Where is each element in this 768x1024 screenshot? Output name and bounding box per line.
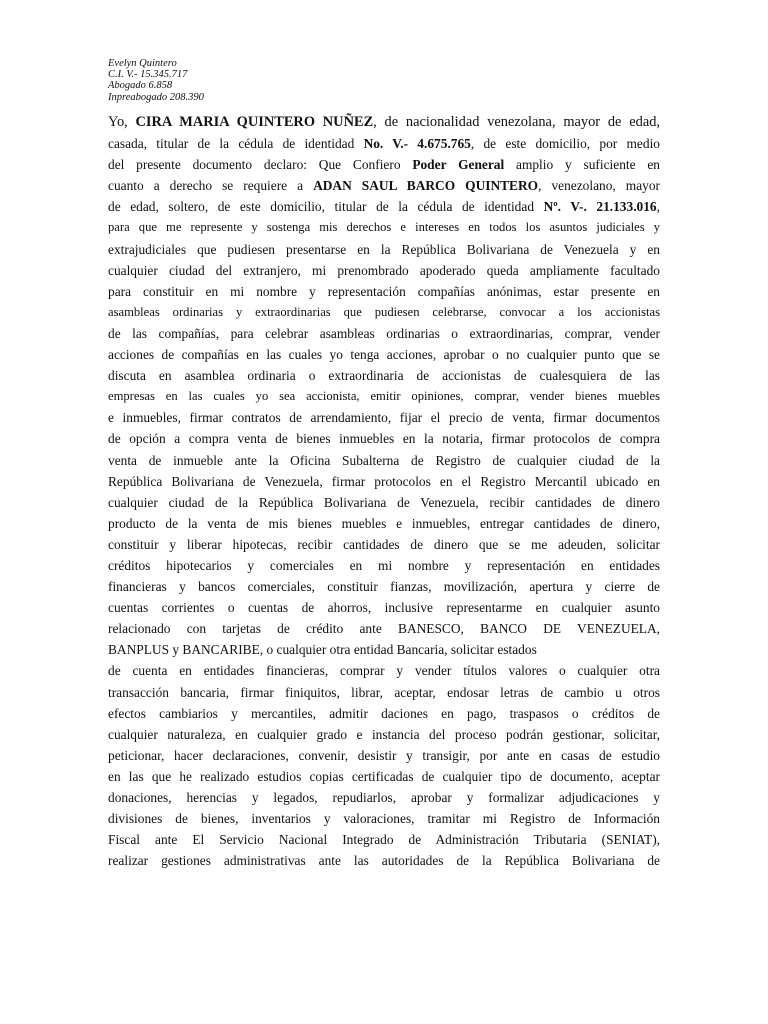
body-line: créditos hipotecarios y comerciales en mi nombre y representación en entidades (108, 557, 660, 573)
body-line: asambleas ordinarias y extraordinarias que pudiesen celebrarse, convocar a los accionistas (108, 304, 660, 319)
attorney-inpreabogado: Inpreabogado 208.390 (108, 91, 204, 103)
body-line: discuta en asamblea ordinaria o extraordinaria de accionistas de cualesquiera de las (108, 368, 660, 384)
body-line: divisiones de bienes, inventarios y valoraciones, tramitar mi Registro de Información (108, 811, 660, 827)
body-line: Yo, CIRA MARIA QUINTERO NUÑEZ, de nacionalidad venezolana, mayor de edad, (108, 114, 660, 130)
attorney-in-fact-name: ADAN SAUL BARCO QUINTERO (313, 178, 539, 194)
grantor-name: CIRA MARIA QUINTERO NUÑEZ (135, 114, 374, 130)
body-line: acciones de compañías en las cuales yo tenga acciones, aprobar o no cualquier punto que se (108, 347, 660, 363)
body-line: cualquier ciudad del extranjero, mi prenombrado apoderado queda ampliamente facultado (108, 262, 660, 278)
body-line: casada, titular de la cédula de identidad No. V.- 4.675.765, de este domicilio, por medio (108, 136, 660, 152)
body-line: para constituir en mi nombre y representación compañías anónimas, estar presente en (108, 283, 660, 299)
body-line: venta de inmueble ante la Oficina Subalterna de Registro de cualquier ciudad de la (108, 452, 660, 468)
body-line: financieras y bancos comerciales, constituir fianzas, movilización, apertura y cierre de (108, 579, 660, 595)
body-line: en las que he realizado estudios copias certificadas de cualquier tipo de documento, aceptar (108, 768, 660, 784)
body-line: cualquier ciudad de la República Bolivariana de Venezuela, recibir cantidades de dinero (108, 494, 660, 510)
body-line: realizar gestiones administrativas ante las autoridades de la República Bolivariana de (108, 853, 660, 869)
body-line: del presente documento declaro: Que Confiero Poder General amplio y suficiente en (108, 157, 660, 173)
body-line: de edad, soltero, de este domicilio, titular de la cédula de identidad Nº. V-. 21.133.016, (108, 199, 660, 215)
body-line: Fiscal ante El Servicio Nacional Integrado de Administración Tributaria (SENIAT), (108, 832, 660, 848)
body-line: cuentas corrientes o cuentas de ahorros, inclusive representarme en cualquier asunto (108, 600, 660, 616)
body-line: transacción bancaria, firmar finiquitos, librar, aceptar, endosar letras de cambio u otros (108, 684, 660, 700)
body-line: de cuenta en entidades financieras, comprar y vender títulos valores o cualquier otra (108, 663, 660, 679)
body-line: República Bolivariana de Venezuela, firmar protocolos en el Registro Mercantil ubicado en (108, 473, 660, 489)
body-line: e inmuebles, firmar contratos de arrendamiento, fijar el precio de venta, firmar documentos (108, 410, 660, 426)
body-line: para que me represente y sostenga mis derechos e intereses en todos los asuntos judiciales y (108, 220, 660, 235)
body-line: relacionado con tarjetas de crédito ante BANESCO, BANCO DE VENEZUELA, (108, 621, 660, 637)
body-line: extrajudiciales que pudiesen presentarse en la República Bolivariana de Venezuela y en (108, 241, 660, 257)
document-body (108, 112, 660, 871)
body-line: cuanto a derecho se requiere a ADAN SAUL BARCO QUINTERO, venezolano, mayor (108, 178, 660, 194)
body-line: BANPLUS y BANCARIBE, o cualquier otra entidad Bancaria, solicitar estados (108, 642, 537, 658)
body-line: producto de la venta de mis bienes muebles e inmuebles, entregar cantidades de dinero, (108, 515, 660, 531)
attorney-bar-number: Abogado 6.858 (108, 80, 173, 92)
body-line: de las compañías, para celebrar asambleas ordinarias o extraordinarias, comprar, vender (108, 325, 660, 341)
power-type: Poder General (412, 157, 505, 173)
grantor-id: No. V.- 4.675.765 (363, 136, 471, 152)
body-line: cualquier naturaleza, en cualquier grado e instancia del proceso podrán gestionar, solicitar, (108, 726, 660, 742)
body-line: donaciones, herencias y legados, repudiarlos, aprobar y formalizar adjudicaciones y (108, 790, 660, 805)
attorney-header (108, 58, 204, 103)
attorney-id: C.I. V.- 15.345.717 (108, 69, 188, 81)
body-line: de opción a compra venta de bienes inmuebles en la notaria, firmar protocolos de compra (108, 431, 660, 447)
attorney-in-fact-id: Nº. V-. 21.133.016 (543, 199, 657, 215)
body-line: efectos cambiarios y mercantiles, admitir daciones en pago, traspasos o créditos de (108, 705, 660, 721)
body-line: empresas en las cuales yo sea accionista, emitir opiniones, comprar, vender bienes muebles (108, 389, 660, 404)
attorney-name: Evelyn Quintero (108, 58, 177, 69)
body-line: peticionar, hacer declaraciones, convenir, desistir y transigir, por ante en casas de estudio (108, 747, 660, 763)
body-line: constituir y liberar hipotecas, recibir cantidades de dinero que se me adeuden, solicitar (108, 536, 660, 552)
